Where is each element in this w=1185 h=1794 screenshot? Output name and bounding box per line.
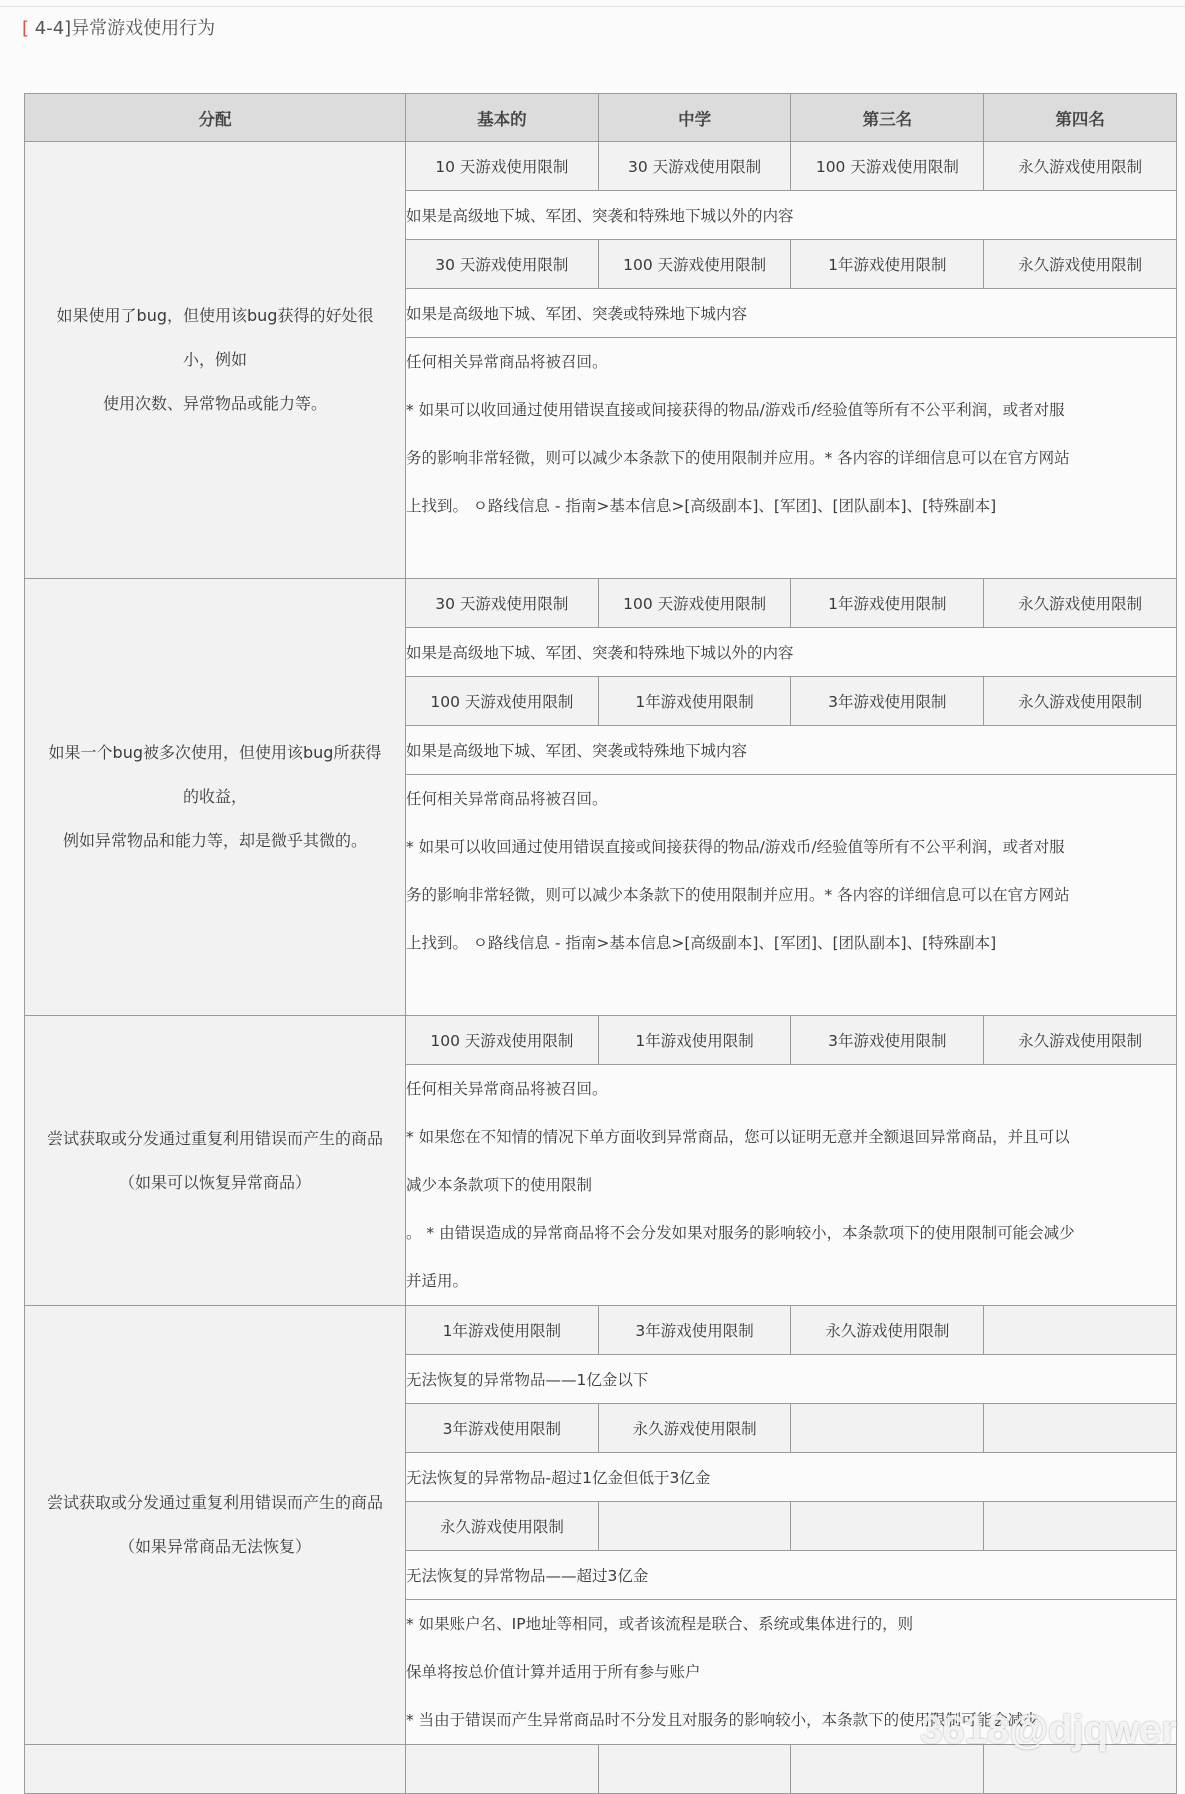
- limit-cell: 永久游戏使用限制: [984, 579, 1177, 628]
- condition-note: 如果是高级地下城、军团、突袭或特殊地下城内容: [406, 726, 1177, 775]
- description-line: 减少本条款项下的使用限制: [406, 1176, 593, 1194]
- header-row: [25, 94, 1177, 142]
- empty-cell: [984, 1502, 1177, 1551]
- description-line: 务的影响非常轻微，则可以减少本条款下的使用限制并应用。* 各内容的详细信息可以在官方网站: [406, 886, 1070, 904]
- description-line: 任何相关异常商品将被召回。: [406, 790, 608, 808]
- limit-cell: 1年游戏使用限制: [791, 240, 984, 289]
- limit-cell: 100 天游戏使用限制: [598, 579, 791, 628]
- description-line: 。 * 由错误造成的异常商品将不会分发如果对服务的影响较小，本条款项下的使用限制可能会减少: [406, 1224, 1075, 1242]
- category-line: 小，例如: [182, 350, 247, 369]
- table-row: [25, 579, 1177, 628]
- limit-cell: 3年游戏使用限制: [598, 1306, 791, 1355]
- penalty-table: [24, 93, 1177, 1794]
- category-cell: [25, 142, 406, 579]
- limit-cell: 1年游戏使用限制: [598, 1016, 791, 1065]
- section-heading: [22, 14, 215, 40]
- condition-note: 无法恢复的异常物品——超过3亿金: [406, 1551, 1177, 1600]
- description-line: 保单将按总价值计算并适用于所有参与账户: [406, 1663, 701, 1681]
- table-row: [25, 1016, 1177, 1065]
- limit-cell: 1年游戏使用限制: [791, 579, 984, 628]
- empty-cell: [984, 1404, 1177, 1453]
- limit-cell: 100 天游戏使用限制: [598, 240, 791, 289]
- header-category: 分配: [25, 94, 406, 142]
- limit-cell: 永久游戏使用限制: [791, 1306, 984, 1355]
- category-line: 如果一个bug被多次使用，但使用该bug所获得: [48, 743, 382, 762]
- limit-cell: 3年游戏使用限制: [406, 1404, 599, 1453]
- limit-cell: 100 天游戏使用限制: [791, 142, 984, 191]
- category-cell: [25, 1745, 406, 1794]
- category-line: 尝试获取或分发通过重复利用错误而产生的商品: [46, 1493, 383, 1512]
- empty-cell: [406, 1745, 599, 1794]
- limit-cell: 永久游戏使用限制: [984, 677, 1177, 726]
- limit-cell: 1年游戏使用限制: [598, 677, 791, 726]
- condition-note: 如果是高级地下城、军团、突袭和特殊地下城以外的内容: [406, 191, 1177, 240]
- spacer: [406, 530, 1176, 578]
- category-line: 例如异常物品和能力等，却是微乎其微的。: [62, 831, 367, 850]
- description-line: 并适用。: [406, 1272, 469, 1290]
- limit-cell: 1年游戏使用限制: [406, 1306, 599, 1355]
- description-line: * 如果可以收回通过使用错误直接或间接获得的物品/游戏币/经验值等所有不公平利润，或者对服: [406, 838, 1065, 856]
- empty-cell: [791, 1404, 984, 1453]
- table-row: [25, 1306, 1177, 1355]
- heading-bracket: [: [22, 18, 30, 39]
- limit-cell: 永久游戏使用限制: [406, 1502, 599, 1551]
- description-cell: [406, 338, 1177, 579]
- description-line: 上找到。 ㅇ路线信息 - 指南>基本信息>[高级副本]、[军团]、[团队副本]、[特殊副本]: [406, 497, 997, 515]
- condition-note: 无法恢复的异常物品-超过1亿金但低于3亿金: [406, 1453, 1177, 1502]
- heading-code: 4-4]: [29, 18, 72, 39]
- top-divider: [0, 6, 1185, 7]
- heading-title: 异常游戏使用行为: [71, 18, 216, 39]
- description-line: * 如果您在不知情的情况下单方面收到异常商品，您可以证明无意并全额退回异常商品，并且可以: [406, 1128, 1070, 1146]
- header-secondary: 中学: [598, 94, 791, 142]
- watermark: 3618@djqwer: [920, 1708, 1177, 1752]
- table-row: [25, 142, 1177, 191]
- empty-cell: [984, 1306, 1177, 1355]
- description-line: 任何相关异常商品将被召回。: [406, 1080, 608, 1098]
- limit-cell: 永久游戏使用限制: [598, 1404, 791, 1453]
- description-line: 务的影响非常轻微，则可以减少本条款下的使用限制并应用。* 各内容的详细信息可以在官方网站: [406, 449, 1070, 467]
- category-line: （如果可以恢复异常商品）: [118, 1172, 311, 1192]
- category-line: 使用次数、异常物品或能力等。: [102, 394, 327, 413]
- limit-cell: 永久游戏使用限制: [984, 1016, 1177, 1065]
- description-line: * 当由于错误而产生异常商品时不分发且对服务的影响较小，本条款下的使用限制可能会减少: [406, 1711, 1039, 1729]
- header-fourth: 第四名: [984, 94, 1177, 142]
- category-line: （如果异常商品无法恢复）: [118, 1537, 311, 1556]
- limit-cell: 3年游戏使用限制: [791, 1016, 984, 1065]
- category-line: 尝试获取或分发通过重复利用错误而产生的商品: [46, 1128, 383, 1148]
- condition-note: 无法恢复的异常物品——1亿金以下: [406, 1355, 1177, 1404]
- limit-cell: 永久游戏使用限制: [984, 142, 1177, 191]
- empty-cell: [791, 1502, 984, 1551]
- category-cell: [25, 579, 406, 1016]
- empty-cell: [598, 1502, 791, 1551]
- description-line: 上找到。 ㅇ路线信息 - 指南>基本信息>[高级副本]、[军团]、[团队副本]、[特殊副本]: [406, 934, 997, 952]
- description-line: * 如果账户名、IP地址等相同，或者该流程是联合、系统或集体进行的，则: [406, 1615, 914, 1633]
- description-line: * 如果可以收回通过使用错误直接或间接获得的物品/游戏币/经验值等所有不公平利润，或者对服: [406, 401, 1065, 419]
- header-third: 第三名: [791, 94, 984, 142]
- limit-cell: 30 天游戏使用限制: [598, 142, 791, 191]
- limit-cell: 3年游戏使用限制: [791, 677, 984, 726]
- description-cell: [406, 1065, 1177, 1306]
- limit-cell: 10 天游戏使用限制: [406, 142, 599, 191]
- condition-note: 如果是高级地下城、军团、突袭或特殊地下城内容: [406, 289, 1177, 338]
- limit-cell: 30 天游戏使用限制: [406, 240, 599, 289]
- category-line: 如果使用了bug，但使用该bug获得的好处很: [56, 306, 374, 325]
- spacer: [406, 967, 1176, 1015]
- limit-cell: 永久游戏使用限制: [984, 240, 1177, 289]
- description-cell: [406, 775, 1177, 1016]
- limit-cell: 100 天游戏使用限制: [406, 677, 599, 726]
- category-cell: [25, 1016, 406, 1306]
- description-line: 任何相关异常商品将被召回。: [406, 353, 608, 371]
- limit-cell: 30 天游戏使用限制: [406, 579, 599, 628]
- empty-cell: [598, 1745, 791, 1794]
- header-basic: 基本的: [406, 94, 599, 142]
- category-line: 的收益，: [182, 787, 247, 806]
- limit-cell: 100 天游戏使用限制: [406, 1016, 599, 1065]
- category-cell: [25, 1306, 406, 1745]
- condition-note: 如果是高级地下城、军团、突袭和特殊地下城以外的内容: [406, 628, 1177, 677]
